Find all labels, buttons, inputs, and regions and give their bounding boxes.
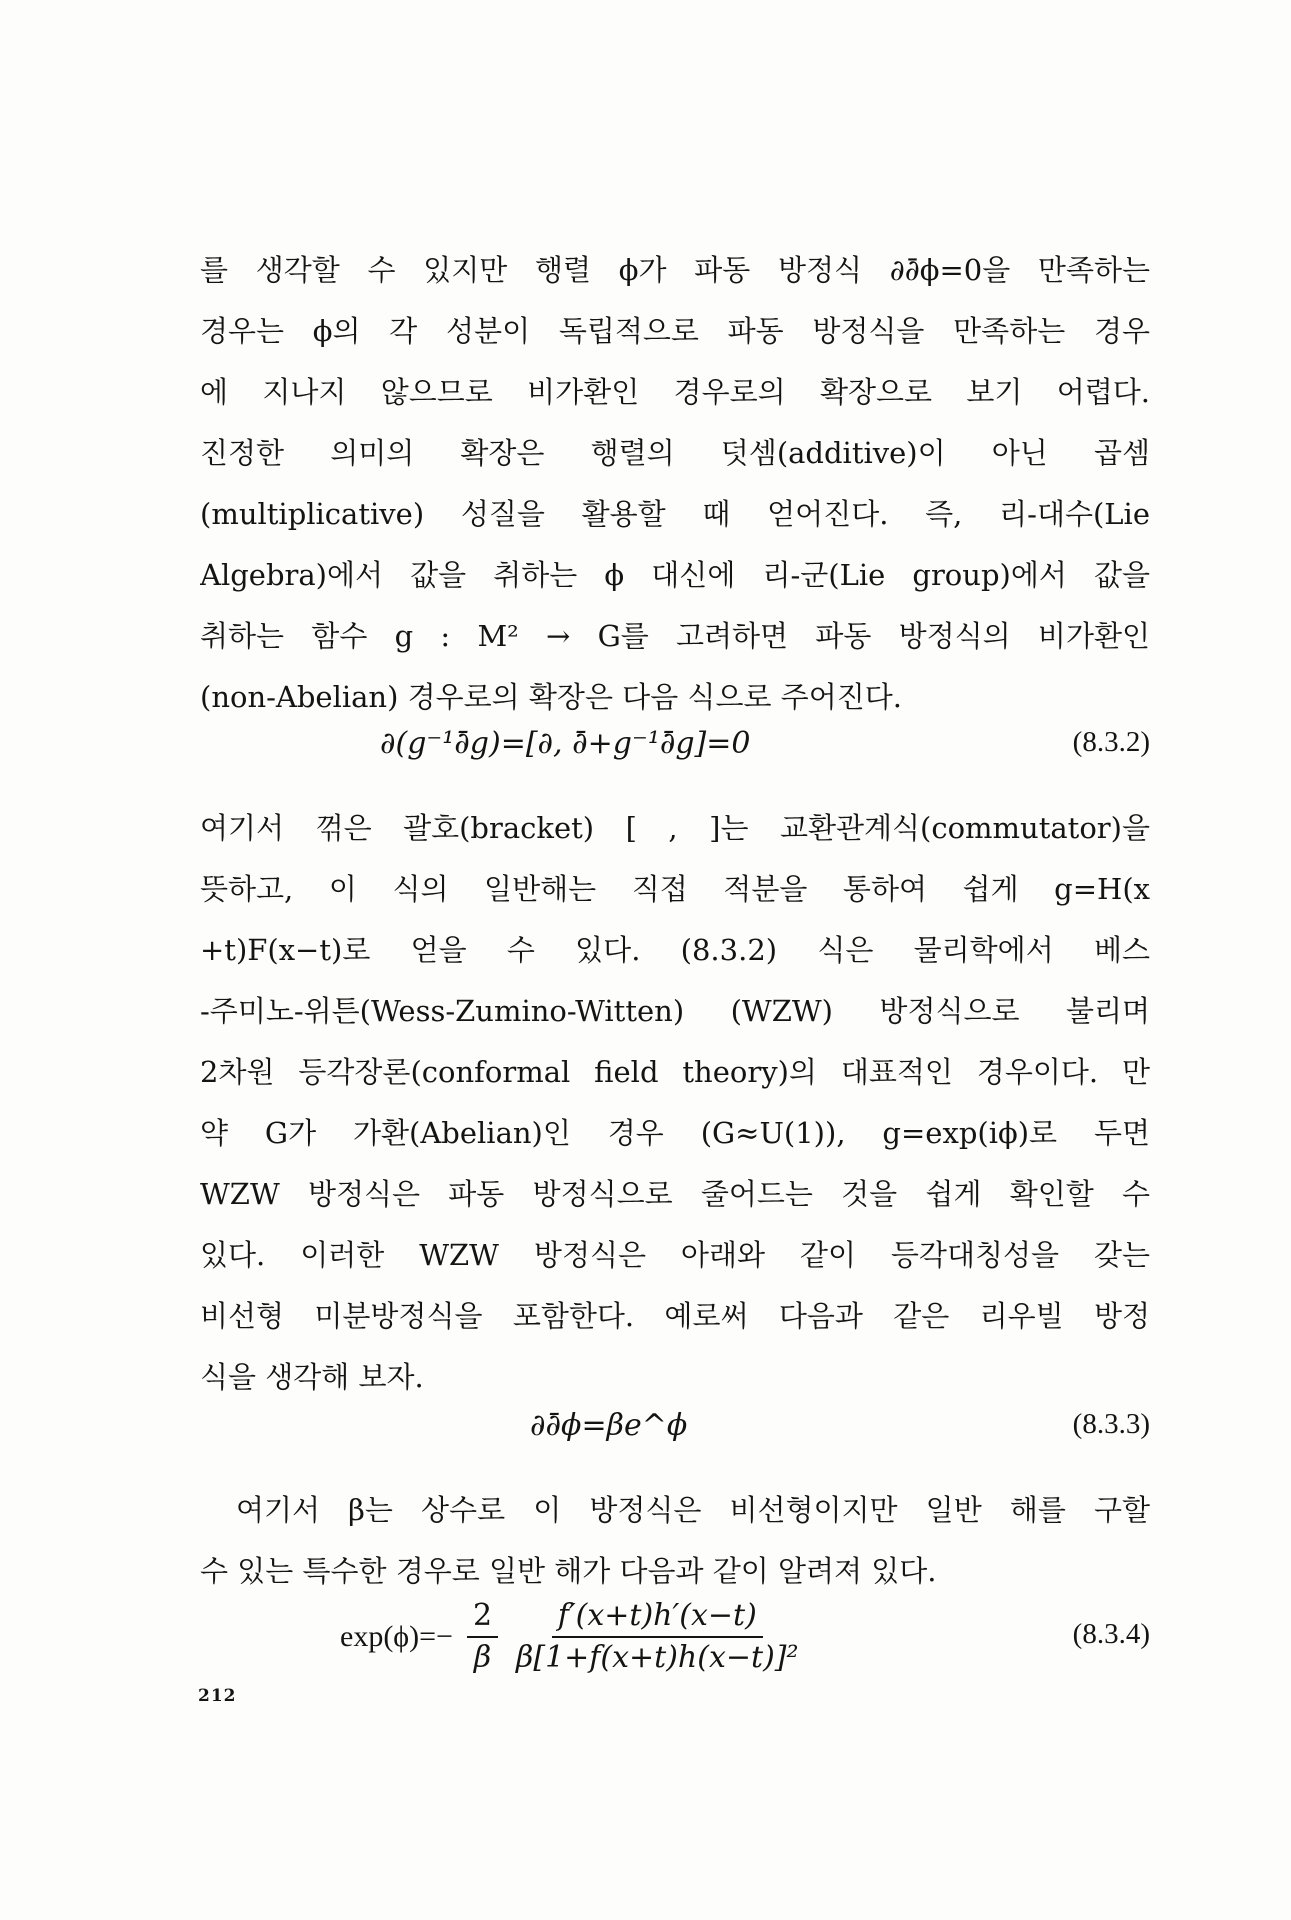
text-line: 여기서 꺾은 괄호(bracket) [ , ]는 교환관계식(commutator)을	[200, 811, 1150, 845]
text-line: 경우는 ϕ의 각 성분이 독립적으로 파동 방정식을 만족하는 경우	[200, 314, 1150, 348]
text-line: 있다. 이러한 WZW 방정식은 아래와 같이 등각대칭성을 갖는	[200, 1238, 1150, 1272]
text-line: 비선형 미분방정식을 포함한다. 예로써 다음과 같은 리우빌 방정	[200, 1299, 1150, 1333]
text-line: 여기서 β는 상수로 이 방정식은 비선형이지만 일반 해를 구할	[236, 1493, 1150, 1527]
text-line: 2차원 등각장론(conformal field theory)의 대표적인 경우이다. 만	[200, 1055, 1150, 1089]
equation-number: (8.3.2)	[1072, 726, 1150, 758]
text-line: 에 지나지 않으므로 비가환인 경우로의 확장으로 보기 어렵다.	[200, 375, 1150, 409]
paragraph-3	[200, 1480, 1150, 1602]
equation-expression	[340, 1592, 811, 1682]
equation-lhs: exp(ϕ)=−	[340, 1620, 453, 1653]
fraction-denominator: β	[473, 1640, 492, 1675]
text-line: 취하는 함수 g : M² → G를 고려하면 파동 방정식의 비가환인	[200, 619, 1150, 653]
text-line: 뜻하고, 이 식의 일반해는 직접 적분을 통하여 쉽게 g=H(x	[200, 872, 1150, 906]
fraction-main	[510, 1598, 804, 1676]
paragraph-2	[200, 798, 1150, 1408]
equation-8-3-2	[200, 716, 1150, 776]
equation-8-3-4	[200, 1592, 1150, 1682]
text-line: WZW 방정식은 파동 방정식으로 줄어드는 것을 쉽게 확인할 수	[200, 1177, 1150, 1211]
text-line: 약 G가 가환(Abelian)인 경우 (G≈U(1)), g=exp(iϕ)로 두면	[200, 1116, 1150, 1150]
equation-number: (8.3.4)	[1072, 1618, 1150, 1650]
text-line: -주미노-위튼(Wess-Zumino-Witten) (WZW) 방정식으로 불리며	[200, 994, 1150, 1028]
text-line: Algebra)에서 값을 취하는 ϕ 대신에 리-군(Lie group)에서 값을	[200, 558, 1150, 592]
text-line: 진정한 의미의 확장은 행렬의 덧셈(additive)이 아닌 곱셈	[200, 436, 1150, 470]
fraction-numerator: f′(x+t)h′(x−t)	[552, 1598, 763, 1638]
fraction-coefficient	[467, 1598, 498, 1676]
paragraph-1	[200, 240, 1150, 728]
fraction-denominator: β[1+f(x+t)h(x−t)]²	[516, 1640, 799, 1675]
equation-expression: ∂∂̄ϕ=βe^ϕ	[530, 1408, 688, 1443]
fraction-numerator: 2	[467, 1598, 498, 1638]
page-number: 212	[198, 1686, 237, 1706]
equation-expression: ∂(g⁻¹∂̄g)=[∂, ∂̄+g⁻¹∂̄g]=0	[380, 726, 751, 761]
text-line: (non-Abelian) 경우로의 확장은 다음 식으로 주어진다.	[200, 680, 902, 714]
text-line: (multiplicative) 성질을 활용할 때 얻어진다. 즉, 리-대수(Lie	[200, 497, 1150, 531]
text-line: 수 있는 특수한 경우로 일반 해가 다음과 같이 알려져 있다.	[200, 1554, 937, 1588]
equation-8-3-3	[200, 1398, 1150, 1458]
equation-number: (8.3.3)	[1072, 1408, 1150, 1440]
text-line: 식을 생각해 보자.	[200, 1360, 424, 1394]
text-line: +t)F(x−t)로 얻을 수 있다. (8.3.2) 식은 물리학에서 베스	[200, 933, 1150, 967]
text-line: 를 생각할 수 있지만 행렬 ϕ가 파동 방정식 ∂∂̄ϕ=0을 만족하는	[200, 253, 1150, 287]
